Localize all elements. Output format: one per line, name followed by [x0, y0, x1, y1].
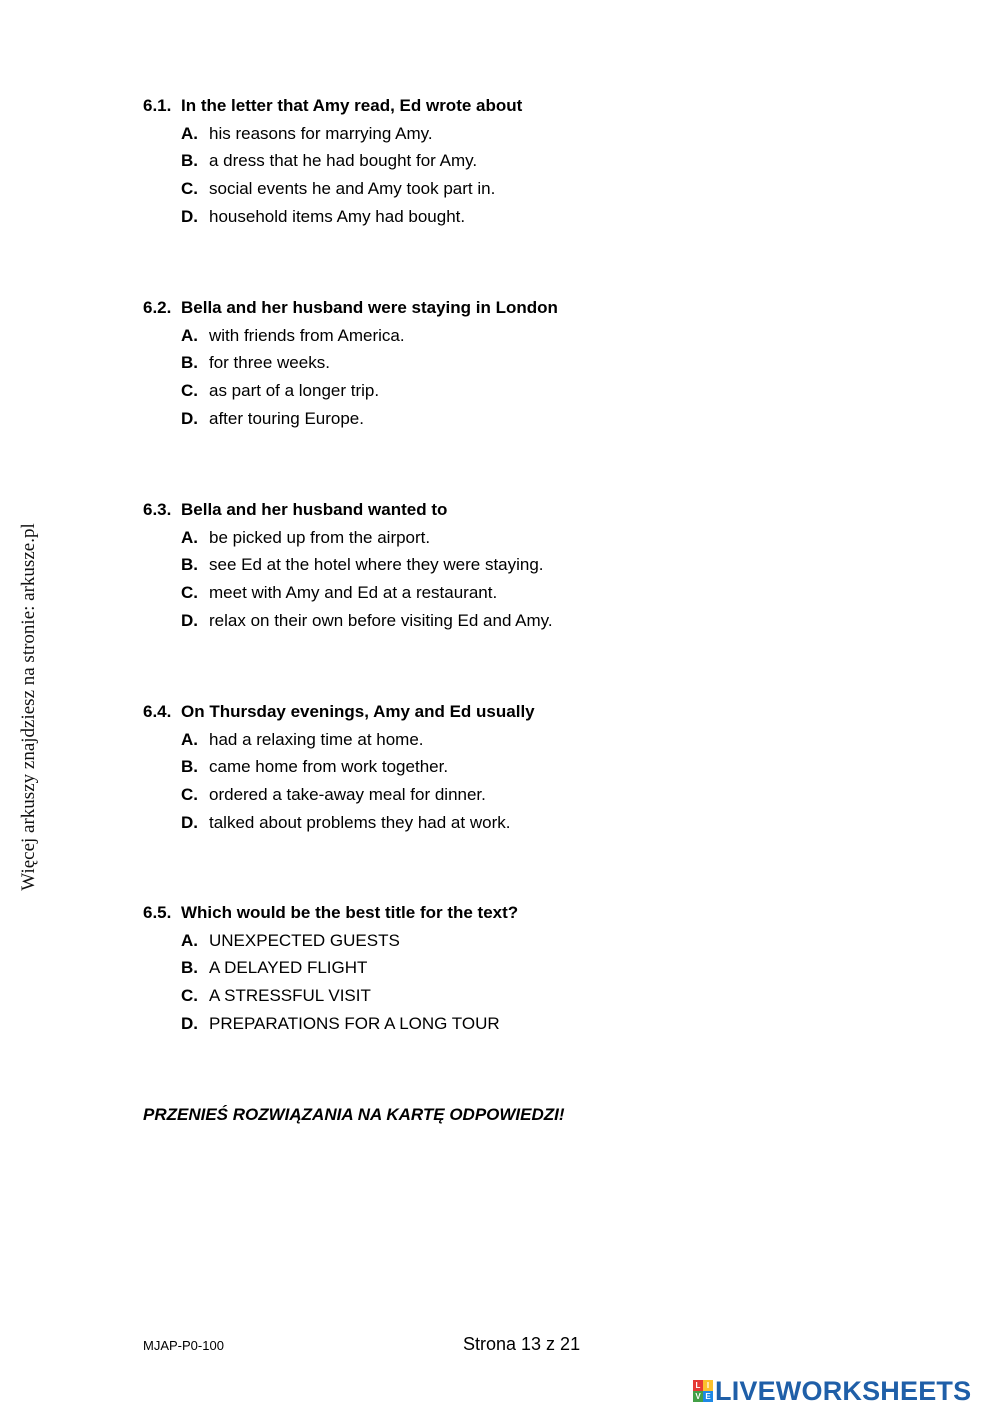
- option-c[interactable]: [181, 785, 903, 805]
- option-d[interactable]: [181, 409, 903, 429]
- option-a[interactable]: [181, 528, 903, 548]
- logo-tile-i: I: [703, 1380, 713, 1391]
- option-text: his reasons for marrying Amy.: [209, 123, 433, 143]
- option-letter: D.: [181, 206, 198, 226]
- option-c[interactable]: [181, 179, 903, 199]
- question-number: 6.4.: [143, 702, 172, 721]
- option-letter: B.: [181, 958, 198, 978]
- option-text: UNEXPECTED GUESTS: [209, 930, 400, 950]
- option-text: came home from work together.: [209, 757, 449, 777]
- question-text: In the letter that Amy read, Ed wrote about: [181, 96, 523, 115]
- answer-options: [143, 124, 903, 227]
- option-text: talked about problems they had at work.: [209, 812, 511, 832]
- option-letter: C.: [181, 583, 198, 603]
- option-text: as part of a longer trip.: [209, 381, 380, 401]
- liveworksheets-logo[interactable]: [693, 1377, 971, 1405]
- logo-tile-v: V: [693, 1391, 703, 1402]
- answer-options: [143, 931, 903, 1034]
- option-letter: B.: [181, 151, 198, 171]
- question-number: 6.3.: [143, 500, 172, 519]
- option-b[interactable]: [181, 958, 903, 978]
- option-text: for three weeks.: [209, 353, 330, 373]
- question-6-1: [143, 96, 903, 227]
- option-c[interactable]: [181, 986, 903, 1006]
- option-letter: D.: [181, 610, 198, 630]
- option-text: relax on their own before visiting Ed and Amy.: [209, 610, 553, 630]
- question-6-4: [143, 702, 903, 833]
- question-text: Bella and her husband were staying in London: [181, 298, 558, 317]
- option-a[interactable]: [181, 124, 903, 144]
- transfer-answers-instruction: PRZENIEŚ ROZWIĄZANIA NA KARTĘ ODPOWIEDZI!: [143, 1105, 565, 1124]
- answer-options: [143, 528, 903, 631]
- question-text: Bella and her husband wanted to: [181, 500, 448, 519]
- answer-options: [143, 730, 903, 833]
- option-letter: A.: [181, 123, 198, 143]
- option-letter: C.: [181, 785, 198, 805]
- question-text: Which would be the best title for the text?: [181, 903, 519, 922]
- question-number: 6.5.: [143, 903, 172, 922]
- question-number: 6.2.: [143, 298, 172, 317]
- option-text: had a relaxing time at home.: [209, 729, 424, 749]
- question-number: 6.1.: [143, 96, 172, 115]
- option-c[interactable]: [181, 583, 903, 603]
- question-heading: [143, 298, 903, 318]
- exam-code: MJAP-P0-100: [143, 1338, 224, 1353]
- option-b[interactable]: [181, 757, 903, 777]
- option-c[interactable]: [181, 381, 903, 401]
- option-d[interactable]: [181, 1014, 903, 1034]
- question-heading: [143, 702, 903, 722]
- option-text: social events he and Amy took part in.: [209, 179, 496, 199]
- option-a[interactable]: [181, 931, 903, 951]
- option-letter: B.: [181, 555, 198, 575]
- question-6-3: [143, 500, 903, 631]
- option-text: after touring Europe.: [209, 408, 364, 428]
- option-text: with friends from America.: [209, 325, 405, 345]
- option-letter: A.: [181, 325, 198, 345]
- option-text: A STRESSFUL VISIT: [209, 986, 371, 1006]
- question-heading: [143, 96, 903, 116]
- option-letter: D.: [181, 812, 198, 832]
- question-6-2: [143, 298, 903, 429]
- option-text: household items Amy had bought.: [209, 206, 466, 226]
- logo-tile-e: E: [703, 1391, 713, 1402]
- option-d[interactable]: [181, 207, 903, 227]
- answer-options: [143, 326, 903, 429]
- question-text: On Thursday evenings, Amy and Ed usually: [181, 702, 535, 721]
- option-letter: A.: [181, 729, 198, 749]
- option-b[interactable]: [181, 555, 903, 575]
- question-heading: [143, 903, 903, 923]
- question-6-5: [143, 903, 903, 1034]
- option-text: PREPARATIONS FOR A LONG TOUR: [209, 1013, 500, 1033]
- question-heading: [143, 500, 903, 520]
- option-text: a dress that he had bought for Amy.: [209, 151, 478, 171]
- option-letter: C.: [181, 179, 198, 199]
- page-number: Strona 13 z 21: [463, 1334, 581, 1354]
- option-d[interactable]: [181, 813, 903, 833]
- option-letter: B.: [181, 353, 198, 373]
- option-letter: B.: [181, 757, 198, 777]
- option-text: ordered a take-away meal for dinner.: [209, 785, 486, 805]
- option-letter: D.: [181, 1013, 198, 1033]
- option-text: see Ed at the hotel where they were staying.: [209, 555, 544, 575]
- option-a[interactable]: [181, 730, 903, 750]
- option-text: be picked up from the airport.: [209, 527, 431, 547]
- option-d[interactable]: [181, 611, 903, 631]
- option-text: meet with Amy and Ed at a restaurant.: [209, 583, 498, 603]
- liveworksheets-logo-text: LIVEWORKSHEETS: [715, 1375, 972, 1406]
- logo-tile-l: L: [693, 1380, 703, 1391]
- option-text: A DELAYED FLIGHT: [209, 958, 368, 978]
- option-a[interactable]: [181, 326, 903, 346]
- option-letter: A.: [181, 527, 198, 547]
- liveworksheets-logo-icon: [693, 1380, 713, 1402]
- option-b[interactable]: [181, 353, 903, 373]
- option-letter: C.: [181, 381, 198, 401]
- option-letter: C.: [181, 986, 198, 1006]
- option-letter: D.: [181, 408, 198, 428]
- option-letter: A.: [181, 930, 198, 950]
- option-b[interactable]: [181, 151, 903, 171]
- side-watermark-note: Więcej arkuszy znajdziesz na stronie: arkusze.pl: [18, 523, 39, 891]
